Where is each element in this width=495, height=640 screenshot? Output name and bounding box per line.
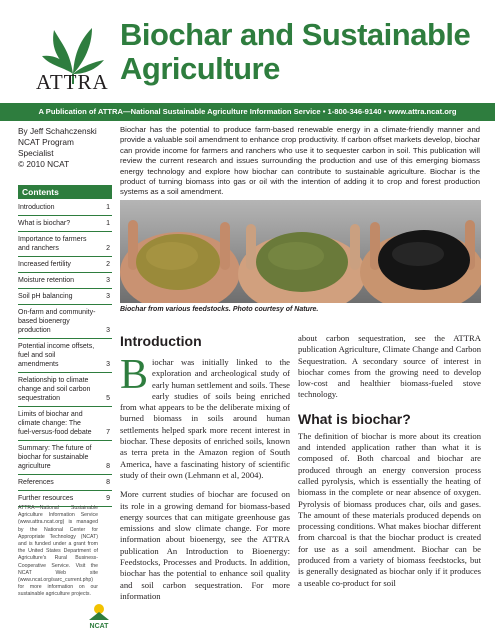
- toc-item[interactable]: [18, 234, 112, 257]
- toc-item[interactable]: [18, 259, 112, 273]
- toc-item-label: What is biochar?: [18, 220, 71, 227]
- author-copyright: © 2010 NCAT: [18, 159, 70, 169]
- toc-item-page: 3: [106, 327, 110, 334]
- toc-item[interactable]: [18, 375, 112, 407]
- toc-item[interactable]: [18, 443, 112, 475]
- toc-item-page: 8: [106, 463, 110, 470]
- toc-item[interactable]: [18, 291, 112, 305]
- page-title: [120, 18, 470, 86]
- toc-item-page: 1: [106, 204, 110, 211]
- author-org: NCAT Program: [18, 137, 74, 147]
- attra-logo-text: ATTRA: [36, 70, 109, 94]
- attra-footnote: ATTRA—National Sustainable Agriculture Information Service (www.attra.ncat.org) is managed by the National Center for Appropriate Technology (NCAT) and is funded under a grant from the United States Department of Agriculture's Rural Business-Cooperative Service. Visit the NCAT Web site (www.ncat.org/sarc_current.php) for more information on our sustainable agriculture projects.: [18, 505, 98, 598]
- contents-heading: Contents: [18, 185, 112, 199]
- toc-item-page: 8: [106, 479, 110, 486]
- author-name: By Jeff Schahczenski: [18, 126, 97, 136]
- toc-item-label: Limits of biochar and climate change: The fuel-versus-food debate: [18, 411, 92, 436]
- intro-paragraph-1: [120, 352, 290, 481]
- introduction-heading: Introduction: [120, 333, 202, 349]
- toc-item-page: 2: [106, 245, 110, 252]
- right-column: [298, 333, 481, 597]
- toc-item-page: 7: [106, 429, 110, 436]
- photo-caption: Biochar from various feedstocks. Photo courtesy of Nature.: [120, 306, 319, 313]
- toc-item-label: Moisture retention: [18, 277, 75, 284]
- intro-paragraph-3: about carbon sequestration, see the ATTRA publication Agriculture, Climate Change and Carbon Sequestration. A secondary source of interest in biochar comes from the growing need to develop low-cost and healthier biomass-fueled stove technology.: [298, 333, 481, 400]
- title-line-2: Agriculture: [120, 51, 280, 86]
- toc-item-label: On-farm and community-based bioenergy production: [18, 309, 96, 334]
- toc-item[interactable]: [18, 477, 112, 491]
- table-of-contents: [18, 202, 112, 509]
- intro-paragraph-1-text: iochar was initially linked to the exploration and archeological study of early human settlement and soils. These early studies of soils being enriched from what appears to be the deliberate mixing of burned biomass in soils around human settlements helped spark more recent interest in biochar. These deposits of enriched soils, known as terra preta in the Amazon region of South America, have a fascinating history of scientific study of their own (Lehmann et al, 2004).: [120, 357, 290, 480]
- author-block: [18, 126, 110, 170]
- intro-abstract: Biochar has the potential to produce farm-based renewable energy in a climate-friendly manner and provide a valuable soil amendment to enhance crop productivity. If carbon offset markets develop, biochar can provide income for farmers and ranchers who use it to sequester carbon in soil. This publication will review the current research and issues surrounding the production and use of this emerging biomass energy technology and explore how biochar can contribute to sustainable agriculture. Biochar is the product of turning biomass into gas or oil with the intention of adding it to crop and forest production systems as a soil amendment.: [120, 125, 480, 197]
- toc-item[interactable]: [18, 202, 112, 216]
- toc-item-label: Relationship to climate change and soil carbon sequestration: [18, 377, 91, 402]
- toc-item-page: 9: [106, 495, 110, 502]
- toc-item-label: Summary: The future of biochar for sustainable agriculture: [18, 445, 92, 470]
- toc-item[interactable]: [18, 218, 112, 232]
- what-is-paragraph: The definition of biochar is more about its creation and intended application rather than what it is composed of. Both charcoal and biochar are produced through an energy conversion process called pyrolysis, which is essentially the heating of biomass in the complete or near absence of oxygen. Pyrolysis of biomass produces char, oils and gases. The amount of these materials produced depends on processing conditions. What makes biochar different from charcoal is that the biochar product is created for use as a soil amendment. Biochar can be produced from a variety of biomass feedstocks, but is generally designated as biochar only if it produces a useable co-product for soil: [298, 430, 481, 588]
- toc-item-page: 3: [106, 293, 110, 300]
- toc-item-page: 3: [106, 277, 110, 284]
- drop-cap: B: [120, 352, 149, 398]
- toc-item[interactable]: [18, 409, 112, 441]
- toc-item-label: Importance to farmers and ranchers: [18, 236, 87, 252]
- what-is-biochar-heading: What is biochar?: [298, 410, 411, 427]
- toc-item[interactable]: [18, 275, 112, 289]
- introduction-column: [120, 333, 290, 610]
- toc-item-page: 2: [106, 261, 110, 268]
- toc-item-label: Soil pH balancing: [18, 293, 73, 300]
- publication-banner: A Publication of ATTRA—National Sustainable Agriculture Information Service • 1-800-346-9140 • www.attra.ncat.org: [0, 103, 495, 121]
- toc-item-label: Increased fertility: [18, 261, 71, 268]
- author-role: Specialist: [18, 148, 54, 158]
- toc-item-page: 3: [106, 361, 110, 368]
- toc-item[interactable]: [18, 341, 112, 373]
- toc-item-page: 1: [106, 220, 110, 227]
- toc-item-label: Potential income offsets, fuel and soil amendments: [18, 343, 95, 368]
- biochar-photo: [120, 200, 481, 303]
- toc-item-label: Introduction: [18, 204, 55, 211]
- intro-paragraph-2: More current studies of biochar are focused on its role in a growing demand for biomass-based energy sources that can mitigate greenhouse gas emissions and slow climate change. For more information about bioenergy, see the ATTRA publication An Introduction to Bioenergy: Feedstocks, Processes and Products. In addition, biochar has the potential to enhance soil quality and soil carbon sequestration. For more information: [120, 489, 290, 601]
- toc-item-label: References: [18, 479, 54, 486]
- toc-item-label: Further resources: [18, 495, 74, 502]
- ncat-logo: [86, 600, 112, 630]
- ncat-logo-text: NCAT: [89, 623, 109, 630]
- toc-item[interactable]: [18, 307, 112, 339]
- toc-item-page: 5: [106, 395, 110, 402]
- title-line-1: Biochar and Sustainable: [120, 17, 471, 52]
